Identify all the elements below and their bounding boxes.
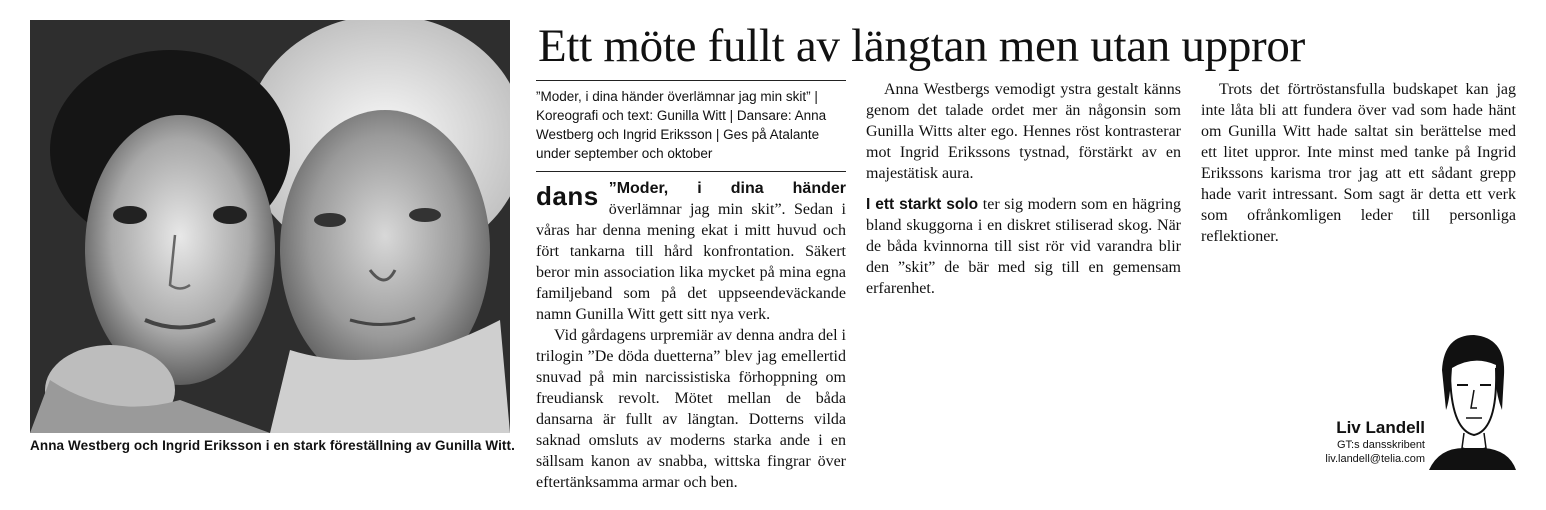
paragraph-2: Vid gårdagens urpremiär av denna andra del i trilogin ”De döda duetterna” blev jag emellertid snuvad på min narcissistiska förhoppning om freudiansk revolt. Mötet mellan de båda dansarna är fullt av längtan. Dotterns vilda saknad omsluts av moderns starka ande i en sällsam kanon av snabba, wittska fingrar över eftertänksamma armar och ben.	[536, 327, 846, 491]
factbox: ”Moder, i dina händer överlämnar jag min skit” | Koreografi och text: Gunilla Witt | Dansare: Anna Westberg och Ingrid Eriksson | Ges på Atalante under september och oktober	[536, 89, 827, 161]
paragraph-4-text: ter sig modern som en hägring bland skuggorna i en diskret stiliserad skog. När de båda kvinnorna till sist rör vid varandra blir den ”skit” de bär med sig till en gemensam erfarenhet.	[866, 196, 1181, 297]
subhead: I ett starkt solo	[866, 196, 979, 213]
paragraph-3: Anna Westbergs vemodigt ystra gestalt känns genom det talade ordet mer än någonsin som Gunilla Witts alter ego. Hennes röst kontrasterar mot Ingrid Erikssons tystnad, förstärkt av en majestätisk aura.	[866, 81, 1181, 182]
article-photo	[30, 20, 510, 433]
column-3	[1201, 79, 1516, 247]
paragraph-5-text: Trots det förtröstansfulla budskapet kan jag inte låta bli att fundera över vad som hade hänt om Gunilla Witt hade saltat sin berättelse med ett litet uppror. Inte minst med tanke på Ingrid Erikssons karisma tror jag att ett sådant grepp hade varit intressant. Som sagt är detta ett verk som ofrånkomligen leder till personliga reflektioner.	[1201, 81, 1516, 245]
headline: Ett möte fullt av längtan men utan uppror	[538, 20, 1305, 72]
rule-top	[536, 80, 846, 81]
author-portrait	[1424, 330, 1519, 470]
byline-email: liv.landell@telia.com	[1325, 453, 1425, 465]
column-2	[866, 79, 1181, 299]
author-portrait-drawing	[1424, 330, 1519, 470]
photo-illustration	[30, 20, 510, 433]
lead-paragraph	[536, 178, 846, 325]
lead-text: överlämnar jag min skit”. Sedan i våras har denna mening ekat i mitt huvud och fört tankarna till hård konfrontation. Säkert beror min association lika mycket på mina egna familjeband som på det uppseendeväckande namn Gunilla Witt gett sitt nya verk.	[536, 201, 846, 323]
paragraph-5	[1201, 79, 1516, 247]
lead-bold: ”Moder, i dina händer	[608, 180, 846, 197]
column-1	[536, 80, 846, 493]
byline	[1295, 418, 1425, 466]
photo-caption: Anna Westberg och Ingrid Eriksson i en stark föreställning av Gunilla Witt.	[30, 438, 515, 453]
paragraph-4	[866, 194, 1181, 299]
kicker-dans: dans	[536, 181, 599, 211]
byline-role: GT:s dansskribent	[1336, 439, 1425, 451]
rule-bottom	[536, 171, 846, 172]
byline-name: Liv Landell	[1336, 418, 1425, 437]
